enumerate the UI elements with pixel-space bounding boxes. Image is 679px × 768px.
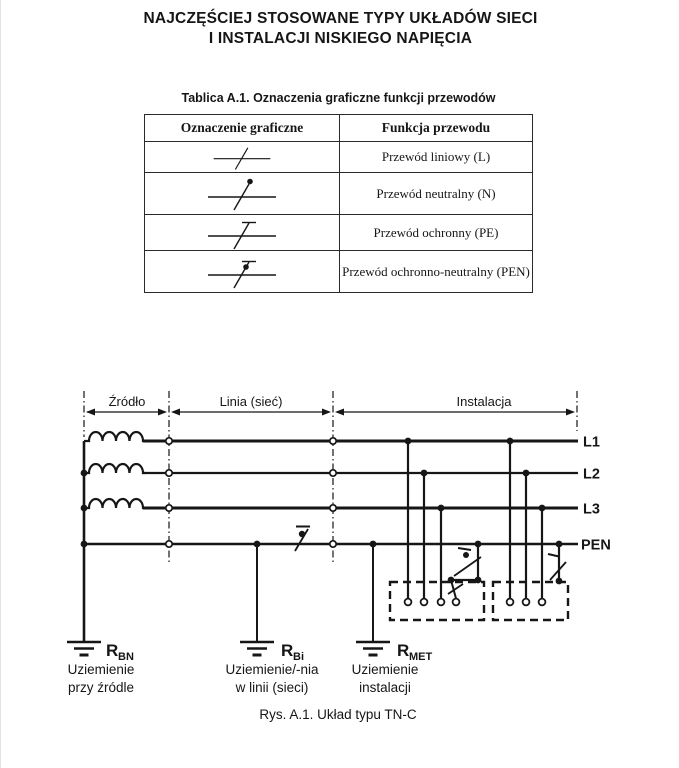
ground2-caption-line2: w linii (sieci) (235, 680, 309, 695)
r-bn-label: R (106, 641, 119, 660)
pen-conductor-symbol (202, 253, 282, 291)
table-row-symbol-PE (145, 215, 340, 251)
figure-caption: Rys. A.1. Układ typu TN-C (259, 707, 417, 722)
page-title (1, 9, 679, 49)
phase-conductors (84, 441, 578, 544)
ground1-caption-line2: przy źródle (67, 680, 135, 695)
load-box-2 (493, 582, 568, 620)
ground3-caption-line2: instalacji (359, 680, 411, 695)
ground3-caption-line1: Uziemienie (351, 662, 419, 677)
junction-dots (81, 438, 563, 585)
table-row-symbol-PEN (145, 251, 340, 292)
pe-marking-symbol-load2 (548, 554, 566, 580)
r-bn-sub: BN (118, 651, 134, 663)
load-tap-wires (408, 441, 559, 599)
load-terminals (405, 599, 546, 606)
r-met-sub: MET (409, 651, 433, 663)
table-caption: Tablica A.1. Oznaczenia graficzne funkcji przewodów (181, 91, 496, 105)
symbols-table (144, 114, 533, 293)
ground-resistance-labels (106, 641, 433, 663)
table-header-symbol: Oznaczenie graficzne (145, 115, 340, 142)
section-label-installation: Instalacja (456, 394, 512, 409)
table-row-function-PE: Przewód ochronny (PE) (340, 215, 532, 251)
pen-marking-symbol-line (295, 527, 310, 552)
table-row-function-N: Przewód neutralny (N) (340, 173, 532, 215)
page-title-line1: NAJCZĘŚCIEJ STOSOWANE TYPY UKŁADÓW SIECI (143, 10, 538, 27)
conductor-label-pen: PEN (581, 537, 611, 554)
ground2-caption-line1: Uziemienie/-nia (225, 662, 319, 677)
conductor-label-l2: L2 (583, 466, 600, 483)
conductor-label-l1: L1 (583, 434, 600, 451)
table-row-symbol-L (145, 142, 340, 173)
table-row-function-L: Przewód liniowy (L) (340, 142, 532, 173)
conductor-label-l3: L3 (583, 501, 600, 518)
r-bi-sub: Bi (293, 651, 304, 663)
page-title-line2: I INSTALACJI NISKIEGO NAPIĘCIA (208, 30, 473, 47)
source-winding-coils (84, 432, 145, 508)
tn-c-circuit-diagram (1, 385, 679, 730)
earth-symbol-line (240, 642, 274, 655)
line-conductor-symbol (202, 142, 282, 172)
table-row-function-PEN: Przewód ochronno-neutralny (PEN) (342, 263, 530, 279)
table-header-function: Funkcja przewodu (340, 115, 532, 142)
section-boundary-lines (84, 391, 577, 565)
r-met-label: R (397, 641, 410, 660)
boundary-connector-nodes (166, 438, 336, 547)
neutral-conductor-symbol (202, 174, 282, 214)
section-label-line: Linia (sieć) (219, 394, 283, 409)
ground1-caption-line1: Uziemienie (67, 662, 135, 677)
table-row-symbol-N (145, 173, 340, 215)
section-label-source: Źródło (108, 394, 146, 409)
earth-symbol-installation (356, 642, 390, 655)
earth-symbol-source (67, 642, 101, 655)
ground-captions (68, 662, 419, 695)
r-bi-label: R (281, 641, 294, 660)
protective-conductor-symbol (202, 215, 282, 251)
